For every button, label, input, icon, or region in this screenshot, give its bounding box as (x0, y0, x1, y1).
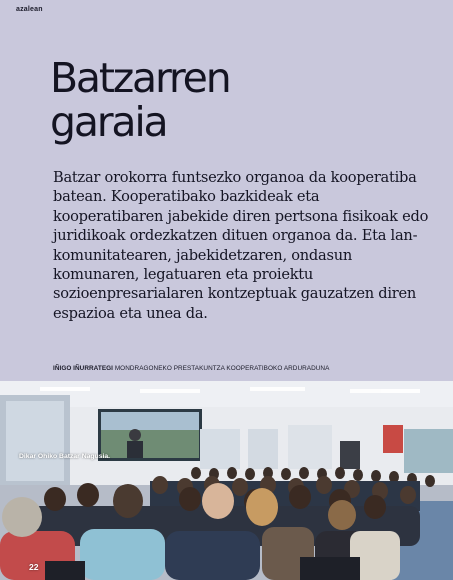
byline-author: IÑIGO IÑURRATEGI (53, 365, 113, 372)
byline (53, 365, 329, 372)
lead-paragraph: Batzar orokorra funtsezko organoa da kooperatiba batean. Kooperatibako bazkideak eta kooperatibaren jabekide diren pertsona fisikoak edo juridikoak ordezkatzen dituen organoa da. Eta lan-komunitatearen, jabekidetzaren, ondasun komunaren, legatuaren eta proiektu sozioenpresarialaren kontzeptuak gauzatzen diren espazioa eta unea da. (53, 169, 429, 322)
photo-caption: Dikar Ohiko Batzar Nagusia. (19, 453, 111, 460)
byline-role: MONDRAGONEKO PRESTAKUNTZA KOOPERATIBOKO ARDURADUNA (114, 365, 330, 372)
section-label: azalean (16, 6, 43, 13)
meeting-hall-photo (0, 381, 453, 580)
title-line-2: garaia (50, 98, 167, 146)
article-title (50, 56, 229, 144)
meeting-hall-illustration (0, 381, 453, 580)
page-number: 22 (29, 562, 39, 572)
title-line-1: Batzarren (50, 54, 230, 102)
